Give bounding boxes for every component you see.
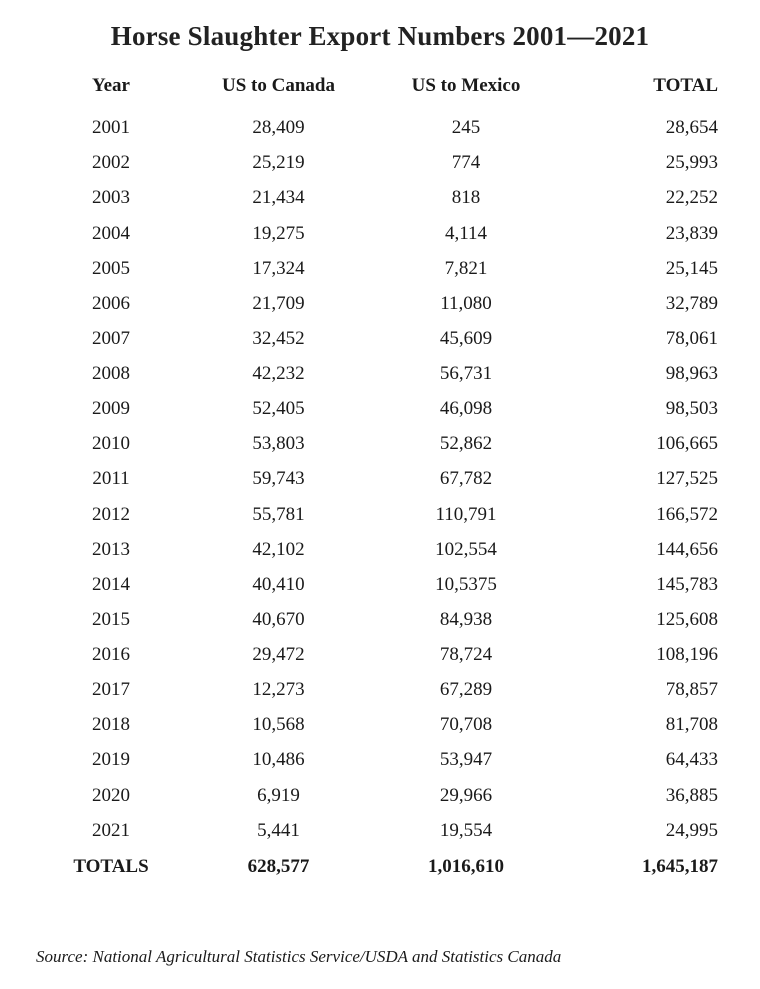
cell-canada: 5,441	[257, 819, 300, 841]
cell-total: 144,656	[656, 538, 718, 560]
cell-mexico: 774	[451, 152, 481, 174]
page-title: Horse Slaughter Export Numbers 2001—2021	[110, 21, 650, 51]
cell-mexico: 53,947	[439, 749, 493, 771]
cell-canada: 6,919	[257, 784, 300, 806]
cell-year: 2021	[92, 819, 130, 841]
table-row	[36, 427, 724, 462]
cell-year: 2018	[92, 714, 130, 736]
cell-mexico: 4,114	[444, 222, 488, 244]
table-row	[36, 743, 724, 778]
cell-total: 25,145	[665, 257, 718, 279]
cell-total: 36,885	[665, 784, 718, 806]
cell-mexico: 102,554	[435, 538, 497, 560]
cell-mexico: 29,966	[439, 784, 493, 806]
cell-total: 145,783	[656, 573, 718, 595]
table-row	[36, 181, 724, 216]
cell-canada: 10,568	[252, 714, 305, 736]
cell-mexico: 78,724	[439, 644, 493, 666]
cell-canada: 42,232	[252, 363, 305, 385]
cell-mexico: 84,938	[439, 608, 493, 630]
cell-total: 28,654	[665, 117, 718, 139]
cell-year: 2020	[92, 784, 130, 806]
cell-year: 2005	[92, 257, 130, 279]
column-header-total: TOTAL	[653, 74, 718, 96]
table-body	[36, 111, 724, 849]
cell-total: 98,503	[665, 398, 718, 420]
cell-year: 2011	[92, 468, 130, 490]
cell-total: 98,963	[665, 363, 718, 385]
source-note: Source: National Agricultural Statistics Service/USDA and Statistics Canada	[36, 947, 562, 966]
cell-total: 32,789	[665, 292, 718, 314]
cell-mexico: 46,098	[439, 398, 493, 420]
cell-total: 127,525	[656, 468, 718, 490]
cell-year: 2007	[92, 327, 130, 349]
table-row	[36, 637, 724, 672]
totals-value-canada: 628,577	[247, 856, 310, 878]
cell-year: 2014	[92, 573, 130, 595]
table-row	[36, 708, 724, 743]
cell-total: 166,572	[656, 503, 718, 525]
totals-value-total: 1,645,187	[642, 856, 718, 878]
cell-mexico: 245	[451, 117, 481, 139]
cell-total: 78,857	[665, 679, 718, 701]
table-row	[36, 146, 724, 181]
cell-canada: 59,743	[252, 468, 305, 490]
cell-year: 2006	[92, 292, 130, 314]
cell-year: 2015	[92, 608, 130, 630]
cell-total: 108,196	[656, 644, 718, 666]
table-row	[36, 216, 724, 251]
column-header-canada: US to Canada	[222, 74, 335, 96]
cell-year: 2010	[92, 433, 130, 455]
cell-canada: 19,275	[252, 222, 305, 244]
cell-year: 2001	[92, 117, 130, 139]
cell-canada: 12,273	[252, 679, 305, 701]
table-row	[36, 813, 724, 848]
table-container	[0, 76, 760, 885]
cell-canada: 52,405	[252, 398, 305, 420]
table-row	[36, 286, 724, 321]
cell-canada: 40,410	[252, 573, 305, 595]
cell-year: 2013	[92, 538, 130, 560]
cell-total: 78,061	[665, 327, 718, 349]
cell-total: 64,433	[665, 749, 718, 771]
cell-canada: 25,219	[252, 152, 305, 174]
column-header-year: Year	[92, 74, 130, 96]
cell-year: 2003	[92, 187, 130, 209]
table-row	[36, 462, 724, 497]
table-row	[36, 392, 724, 427]
table-footer	[36, 848, 724, 885]
cell-year: 2002	[92, 152, 130, 174]
cell-year: 2004	[92, 222, 130, 244]
cell-canada: 53,803	[252, 433, 305, 455]
totals-value-mexico: 1,016,610	[428, 856, 504, 878]
cell-year: 2017	[92, 679, 130, 701]
cell-mexico: 11,080	[440, 292, 492, 314]
cell-mexico: 110,791	[435, 503, 497, 525]
horse-slaughter-export-table	[36, 76, 724, 885]
table-row	[36, 251, 724, 286]
cell-mexico: 67,782	[439, 468, 493, 490]
cell-year: 2016	[92, 644, 130, 666]
table-row	[36, 321, 724, 356]
table-row	[36, 673, 724, 708]
table-row	[36, 602, 724, 637]
cell-total: 23,839	[665, 222, 718, 244]
cell-canada: 42,102	[252, 538, 305, 560]
cell-mexico: 70,708	[439, 714, 493, 736]
table-header	[36, 76, 724, 111]
cell-total: 22,252	[665, 187, 718, 209]
cell-canada: 17,324	[252, 257, 305, 279]
cell-canada: 29,472	[252, 644, 305, 666]
table-row	[36, 497, 724, 532]
cell-mexico: 56,731	[439, 363, 493, 385]
totals-label: TOTALS	[73, 856, 149, 878]
table-header-row	[36, 76, 724, 111]
cell-mexico: 7,821	[444, 257, 488, 279]
table-row	[36, 778, 724, 813]
cell-total: 106,665	[656, 433, 718, 455]
cell-total: 25,993	[665, 152, 718, 174]
column-header-mexico: US to Mexico	[411, 74, 521, 96]
table-row	[36, 532, 724, 567]
cell-canada: 21,434	[252, 187, 305, 209]
table-row	[36, 111, 724, 146]
cell-mexico: 67,289	[439, 679, 493, 701]
cell-canada: 40,670	[252, 608, 305, 630]
cell-canada: 55,781	[252, 503, 305, 525]
totals-row	[36, 848, 724, 885]
cell-total: 125,608	[656, 608, 718, 630]
cell-mexico: 52,862	[439, 433, 493, 455]
cell-total: 24,995	[665, 819, 718, 841]
cell-year: 2012	[92, 503, 130, 525]
cell-canada: 28,409	[252, 117, 305, 139]
cell-canada: 21,709	[252, 292, 305, 314]
cell-mexico: 10,5375	[435, 573, 497, 595]
table-row	[36, 567, 724, 602]
cell-mexico: 818	[451, 187, 481, 209]
cell-canada: 10,486	[252, 749, 305, 771]
table-row	[36, 356, 724, 391]
cell-year: 2008	[92, 363, 130, 385]
cell-mexico: 45,609	[439, 327, 493, 349]
cell-mexico: 19,554	[439, 819, 493, 841]
cell-year: 2009	[92, 398, 130, 420]
cell-year: 2019	[92, 749, 130, 771]
cell-canada: 32,452	[252, 327, 305, 349]
cell-total: 81,708	[665, 714, 718, 736]
